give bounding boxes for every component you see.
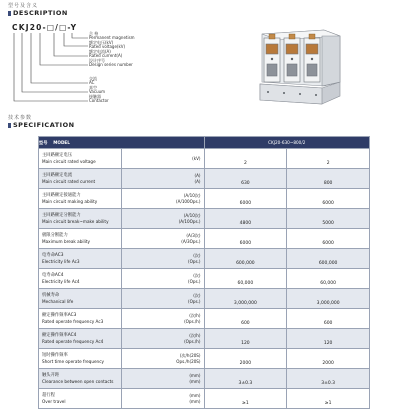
unit-label: (A/10次) [183,193,201,199]
value-cell-800 [287,249,370,269]
table-row [39,189,370,209]
value-cell-630 [204,229,287,249]
unit-label: (A/10Ops.) [178,218,201,224]
value-cell-630 [204,309,287,329]
parameter-name-cn: 主回路额定电压 [42,153,73,159]
unit-label: (次) [193,273,201,279]
value-cell-800 [287,269,370,289]
parameter-name-cn: 主回路额定电流 [42,173,73,179]
table-row [39,229,370,249]
unit-label: (mm) [189,378,201,384]
unit-cell [121,349,204,369]
parameter-name-cn: 电寿命AC3 [42,253,64,259]
parameter-name-cn: 额定操作频率AC4 [42,333,77,339]
parameter-name-cell [39,309,122,329]
value: ≥1 [242,401,249,406]
value-cell-800 [287,309,370,329]
parameter-name-en: Electricity life Ac4 [42,278,80,284]
legend-item: 设计序号 Design series number [89,58,133,67]
unit-cell [121,269,204,289]
unit-label: (Ops.) [188,298,201,304]
heading-bar-icon [8,123,11,128]
unit-label: (Ops.) [188,258,201,264]
value-cell-800 [287,229,370,249]
value: 3±0.3 [321,381,336,386]
parameter-name-en: Main circuit rated current [42,178,96,184]
unit-cell [121,289,204,309]
table-row [39,249,370,269]
value-cell-800 [287,149,370,169]
leader-line-2 [64,33,88,46]
value-cell-630 [204,269,287,289]
unit-label: (A/10次) [183,213,201,219]
parameter-name-cn: 主回路额定接通能力 [42,193,81,199]
value: 800 [323,181,333,186]
value-cell-800 [287,289,370,309]
parameter-name-en: Short time operate frequency [42,358,104,364]
specification-rows [39,149,370,409]
legend-item: 接触器 Contactor [89,94,109,103]
value-cell-630 [204,289,287,309]
unit-label: (Ops./h) [184,338,201,344]
parameter-name-en: Main circuit rated voltage [42,158,96,164]
unit-cell [121,149,204,169]
value: 120 [241,341,250,346]
parameter-name-cell [39,349,122,369]
unit-label: (mm) [189,398,201,404]
parameter-name-cn: 电寿命AC4 [42,273,64,279]
unit-label: (次/h) [189,313,201,319]
vacuum-contactor-photo [252,22,344,112]
value-cell-630 [204,169,287,189]
leader-line-5 [31,33,88,83]
value: ≥1 [324,401,332,406]
value: 600,000 [318,261,338,266]
unit-label: (A/100Ops.) [176,198,201,204]
parameter-name-cell [39,169,122,189]
unit-label: (次/h) [189,333,201,339]
value: 60,000 [237,281,254,286]
unit-label: (mm) [189,373,201,379]
value-cell-800 [287,329,370,349]
value: 600 [323,321,333,326]
unit-cell [121,189,204,209]
value: 600 [241,321,250,326]
parameter-name-cell [39,229,122,249]
value-cell-630 [204,389,287,409]
value-cell-630 [204,329,287,349]
parameter-name-cell [39,269,122,289]
value-cell-630 [204,349,287,369]
unit-label: (mm) [189,393,201,399]
value-cell-630 [204,249,287,269]
parameter-name-cell [39,189,122,209]
parameter-name-cell [39,329,122,349]
parameter-name-cell [39,149,122,169]
value: 6000 [239,201,252,206]
models-header-cell: CKJ20-630~800/2 [204,137,370,149]
value: 630 [241,181,250,186]
model-code: CKJ20-□/□-Y [12,23,78,32]
parameter-name-en: Mechanical life [42,298,74,304]
specification-table [38,136,370,409]
specification-heading [8,116,75,129]
unit-cell [121,209,204,229]
value: 120 [323,341,333,346]
parameter-name-cn: 主回路额定分断能力 [42,213,81,219]
parameter-name-cell [39,369,122,389]
value-cell-800 [287,209,370,229]
parameter-name-en: Maximum break ability [42,238,90,244]
parameter-name-en: Rated operate frequency Ac3 [42,318,104,324]
table-row [39,209,370,229]
parameter-name-en: Main circuit making ability [42,198,98,204]
value-cell-630 [204,189,287,209]
unit-cell [121,229,204,249]
model-header-cell: 型号 MODEL [39,137,205,149]
parameter-name-cn: 短时操作频率 [42,353,68,359]
value: 2 [326,161,330,166]
unit-label: (次) [193,253,201,259]
value: 2000 [322,361,334,366]
unit-label: (次/h(20S) [179,353,201,359]
value-cell-800 [287,349,370,369]
value: 3,000,000 [316,301,340,306]
unit-label: Ops./h(20S) [176,358,201,364]
table-row [39,349,370,369]
value: 60,000 [320,281,336,286]
value-cell-630 [204,149,287,169]
parameter-name-cn: 机械寿命 [42,293,60,299]
specification-heading-en: SPECIFICATION [13,121,75,129]
table-row [39,309,370,329]
table-row [39,269,370,289]
leader-line-7 [14,33,88,101]
table-row [39,169,370,189]
unit-label: (A/3Ops.) [181,238,201,244]
unit-cell [121,369,204,389]
value: 3±0.3 [238,381,253,386]
unit-label: (A) [194,173,201,179]
unit-label: (Ops.) [188,278,201,284]
parameter-name-cell [39,249,122,269]
parameter-name-en: Clearance between open contacts [42,378,114,384]
unit-label: (次) [193,293,201,299]
description-heading-en: DESCRIPTION [13,9,68,17]
parameter-name-cn: 额定操作频率AC3 [42,313,77,319]
legend-item: 额定电流(A) Rated current(A) [89,49,123,58]
value: 4800 [239,221,252,226]
unit-cell [121,249,204,269]
table-row [39,149,370,169]
value: 2000 [239,361,252,366]
value: 3,000,000 [233,301,257,306]
parameter-name-cn: 触头开距 [42,373,60,379]
parameter-name-cn: 超行程 [42,393,55,399]
unit-cell [121,169,204,189]
value: 2 [243,161,247,166]
value-cell-800 [287,169,370,189]
value: 6000 [322,201,334,206]
description-heading-cn: 型号及含义 [8,3,39,9]
table-row [39,329,370,349]
value: 5000 [322,221,334,226]
value-cell-800 [287,189,370,209]
parameter-name-cell [39,389,122,409]
parameter-name-en: Over travel [42,398,66,404]
unit-label: (A/3次) [186,233,201,239]
parameter-name-en: Electricity life Ac3 [42,258,80,264]
value-cell-800 [287,389,370,409]
table-row [39,389,370,409]
value: 6000 [239,241,252,246]
value-cell-630 [204,369,287,389]
value-cell-630 [204,209,287,229]
parameter-name-cell [39,209,122,229]
legend-item: 真空 Vacuum [89,85,106,94]
unit-label: (Ops./h) [184,318,201,324]
unit-cell [121,329,204,349]
parameter-name-en: Main circuit break~make ability [42,218,109,224]
legend-item: 额定电压(kV) Rated voltage(kV) [89,40,126,49]
parameter-name-cn: 极限分断能力 [42,233,68,239]
unit-label: (kV) [192,155,201,161]
model-code-diagram-lines [0,0,250,115]
legend-item: 交流 AC [89,76,97,85]
table-row [39,369,370,389]
legend-item: 合 格 Permanent magnetism [89,31,135,40]
parameter-name-en: Rated operate frequency Ac4 [42,338,104,344]
table-row [39,289,370,309]
value: 600,000 [236,261,255,266]
value: 6000 [322,241,334,246]
value-cell-800 [287,369,370,389]
leader-line-3 [54,33,88,56]
unit-label: (A) [194,178,201,184]
leader-line-1 [72,33,88,38]
table-header-row [39,137,370,149]
parameter-name-cell [39,289,122,309]
specification-heading-cn: 技术参数 [8,115,33,121]
unit-cell [121,389,204,409]
unit-cell [121,309,204,329]
